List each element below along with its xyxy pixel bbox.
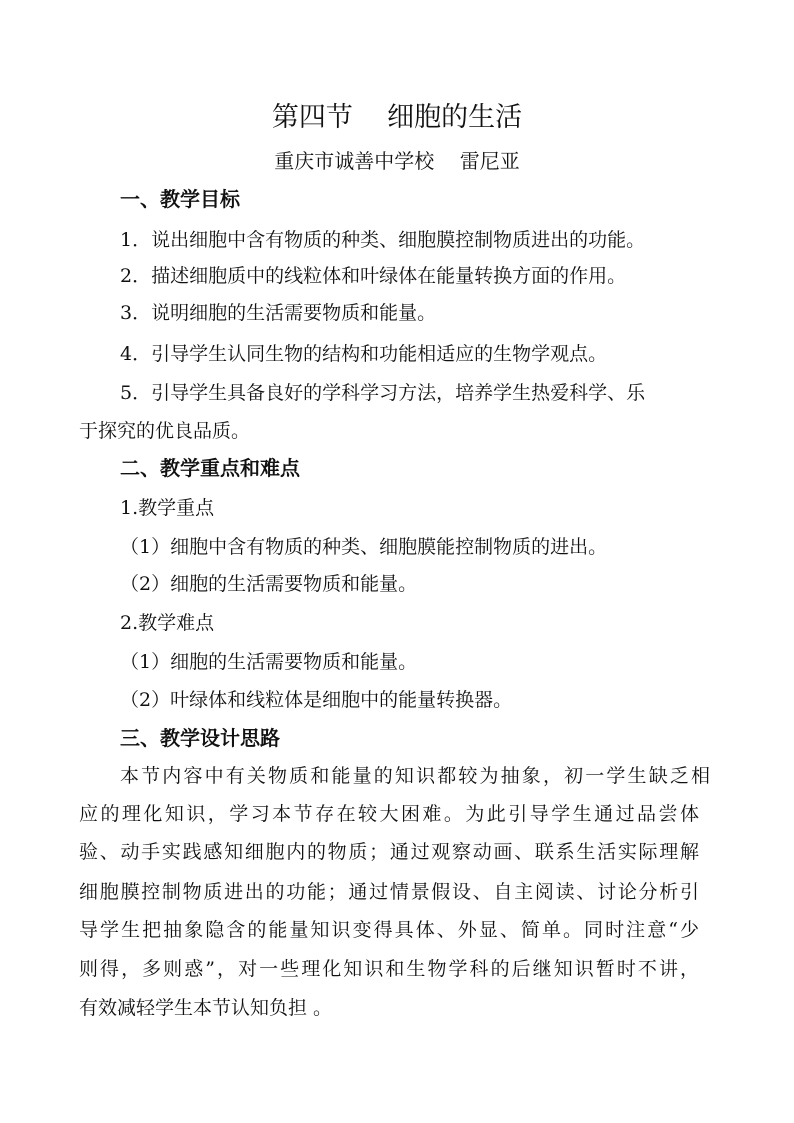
objective-item-3: 3．说明细胞的生活需要物质和能量。 — [120, 302, 437, 324]
focus-item-2: （2）细胞的生活需要物质和能量。 — [120, 573, 418, 595]
difficulty-item-1: （1）细胞的生活需要物质和能量。 — [120, 651, 418, 673]
author-line: 重庆市诚善中学校 雷尼亚 — [274, 149, 520, 173]
objective-item-1: 1．说出细胞中含有物质的种类、细胞膜控制物质进出的功能。 — [120, 229, 646, 251]
design-paragraph-line-3: 验、动手实践感知细胞内的物质；通过观察动画、联系生活实际理解 — [79, 841, 699, 863]
design-paragraph-line-2: 应的理化知识，学习本节存在较大困难。为此引导学生通过品尝体 — [79, 803, 699, 825]
section-heading-design: 三、教学设计思路 — [120, 726, 280, 750]
section-heading-objectives: 一、教学目标 — [120, 187, 240, 211]
design-paragraph-line-1: 本节内容中有关物质和能量的知识都较为抽象，初一学生缺乏相 — [120, 765, 710, 787]
focus-label: 1.教学重点 — [120, 497, 215, 519]
objective-item-2: 2．描述细胞质中的线粒体和叶绿体在能量转换方面的作用。 — [120, 265, 627, 287]
document-title: 第四节 细胞的生活 — [271, 102, 523, 133]
design-paragraph-line-6: 则得，多则惑”，对一些理化知识和生物学科的后继知识暂时不讲， — [79, 958, 699, 980]
design-paragraph-line-5: 导学生把抽象隐含的能量知识变得具体、外显、简单。同时注意“少 — [79, 919, 699, 941]
objective-item-5-continued: 于探究的优良品质。 — [79, 420, 251, 442]
objective-item-5: 5．引导学生具备良好的学科学习方法，培养学生热爱科学、乐 — [120, 382, 646, 404]
objective-item-4: 4．引导学生认同生物的结构和功能相适应的生物学观点。 — [120, 343, 608, 365]
design-paragraph-line-4: 细胞膜控制物质进出的功能；通过情景假设、自主阅读、讨论分析引 — [79, 881, 699, 903]
difficulty-label: 2.教学难点 — [120, 612, 215, 634]
design-paragraph-line-7: 有效减轻学生本节认知负担 。 — [79, 997, 333, 1019]
focus-item-1: （1）细胞中含有物质的种类、细胞膜能控制物质的进出。 — [120, 536, 608, 558]
difficulty-item-2: （2）叶绿体和线粒体是细胞中的能量转换器。 — [120, 689, 513, 711]
section-heading-key-points: 二、教学重点和难点 — [120, 456, 300, 480]
